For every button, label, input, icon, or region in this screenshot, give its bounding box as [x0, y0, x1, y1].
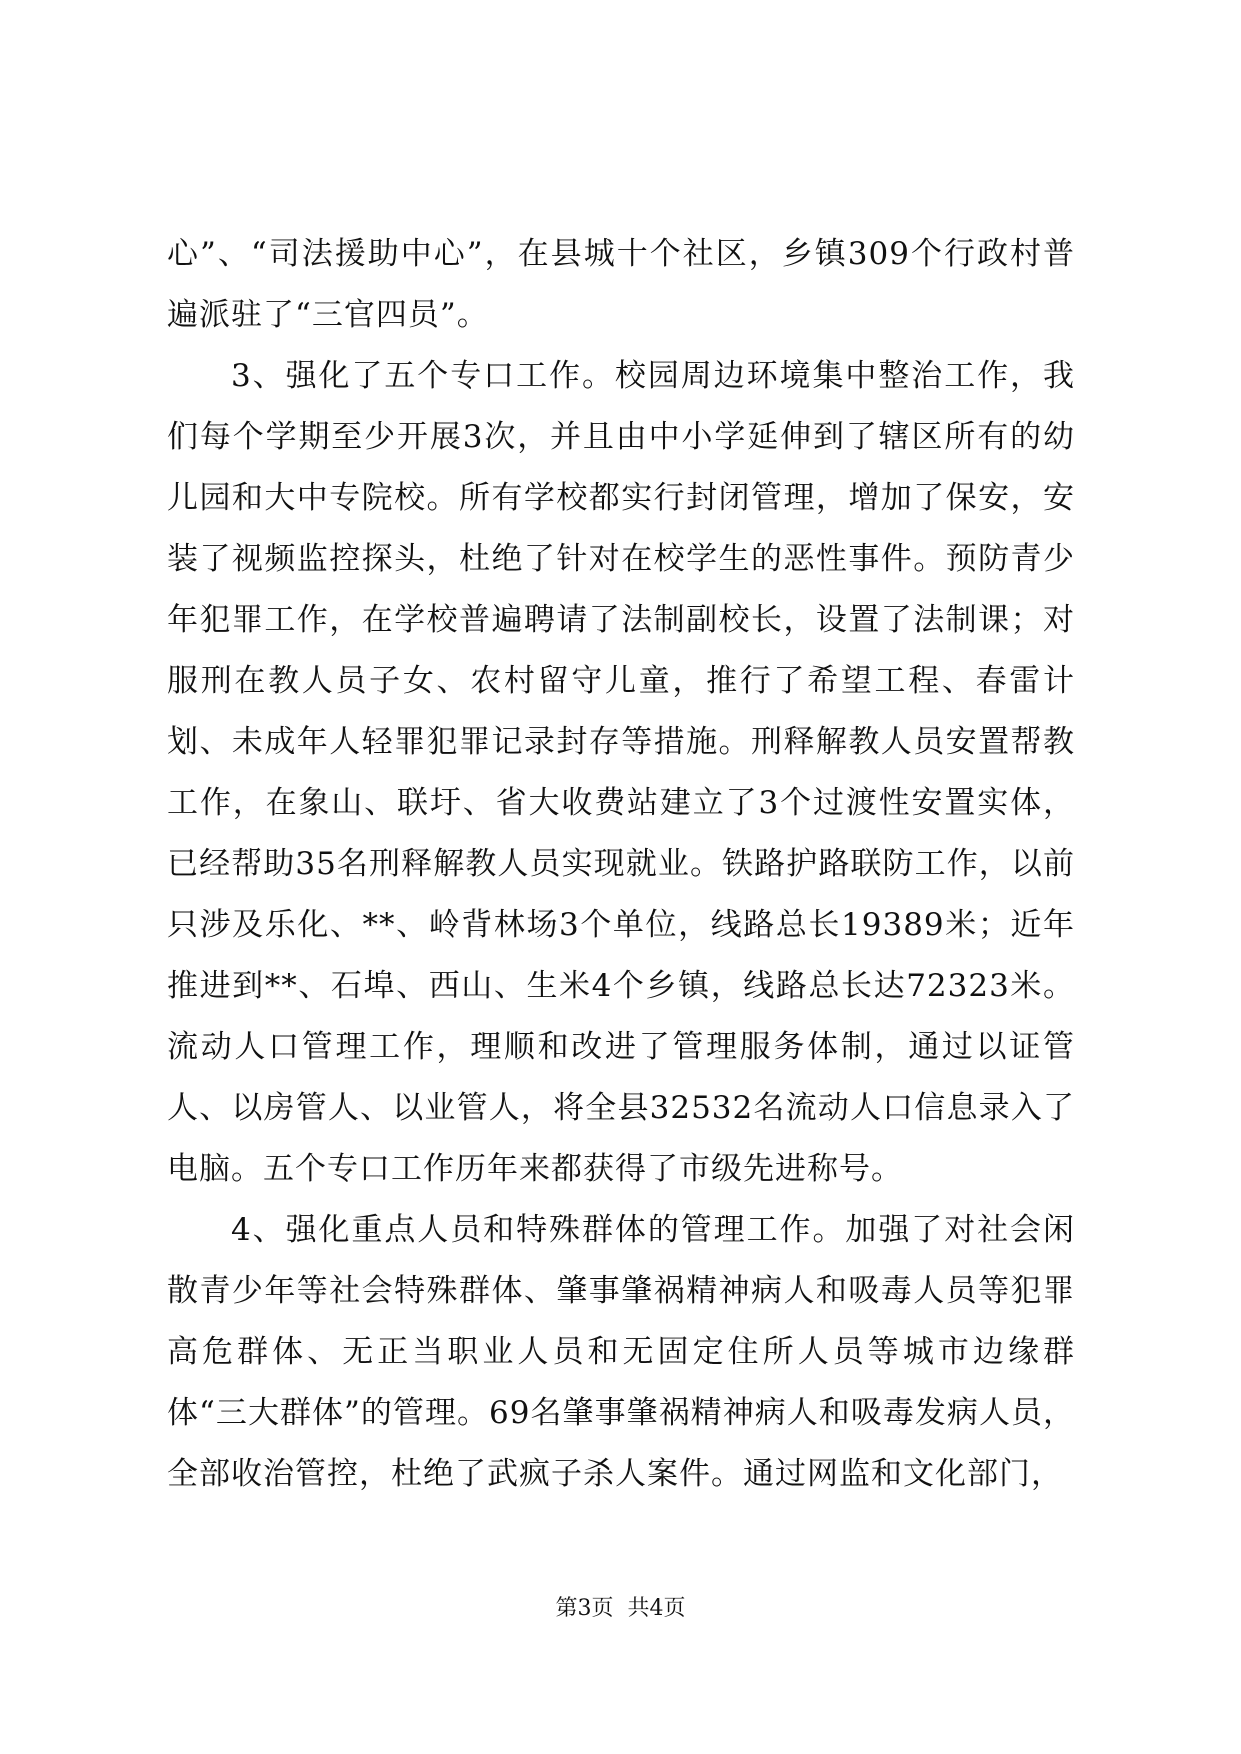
paragraph-continuation: 心”、“司法援助中心”，在县城十个社区，乡镇309个行政村普遍派驻了“三官四员”。 — [167, 236, 1075, 333]
document-body — [167, 224, 1075, 1505]
paragraph-item-3: 3、强化了五个专口工作。校园周边环境集中整治工作，我们每个学期至少开展3次，并且由中小学延伸到了辖区所有的幼儿园和大中专院校。所有学校都实行封闭管理，增加了保安，安装了视频监控探头，杜绝了针对在校学生的恶性事件。预防青少年犯罪工作，在学校普遍聘请了法制副校长，设置了法制课；对服刑在教人员子女、农村留守儿童，推行了希望工程、春雷计划、未成年人轻罪犯罪记录封存等措施。刑释解教人员安置帮教工作，在象山、联圩、省大收费站建立了3个过渡性安置实体，已经帮助35名刑释解教人员实现就业。铁路护路联防工作，以前只涉及乐化、**、岭背林场3个单位，线路总长19389米；近年推进到**、石埠、西山、生米4个乡镇，线路总长达72323米。流动人口管理工作，理顺和改进了管理服务体制，通过以证管人、以房管人、以业管人，将全县32532名流动人口信息录入了电脑。五个专口工作历年来都获得了市级先进称号。 — [167, 358, 1075, 1187]
page-footer — [0, 1594, 1241, 1624]
page-number-label: 第3页 共4页 — [555, 1596, 686, 1621]
paragraph-item-4: 4、强化重点人员和特殊群体的管理工作。加强了对社会闲散青少年等社会特殊群体、肇事肇祸精神病人和吸毒人员等犯罪高危群体、无正当职业人员和无固定住所人员等城市边缘群体“三大群体”的管理。69名肇事肇祸精神病人和吸毒发病人员，全部收治管控，杜绝了武疯子杀人案件。通过网监和文化部门， — [167, 1212, 1075, 1492]
